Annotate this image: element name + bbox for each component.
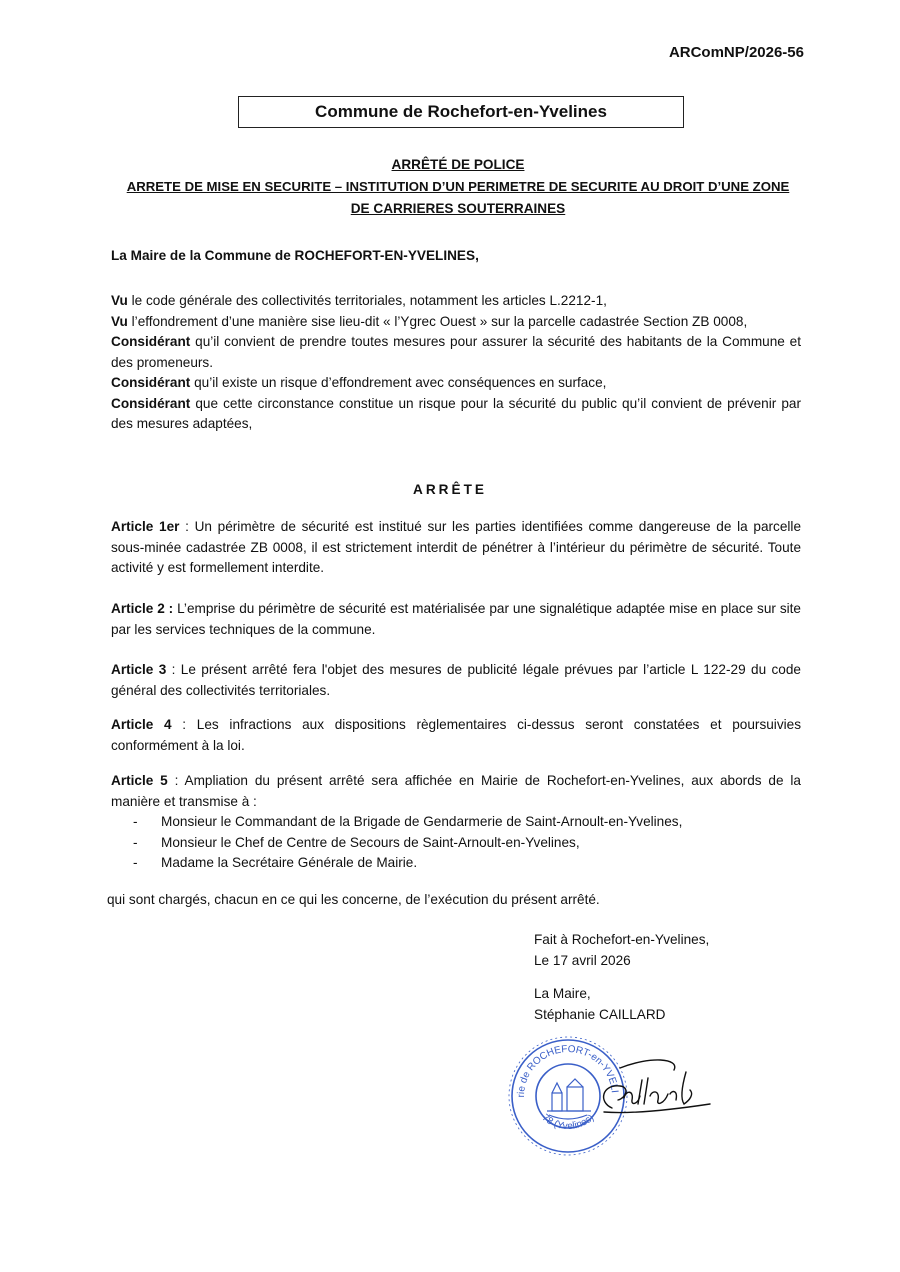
recipient-list <box>111 812 801 874</box>
article-5: Article 5 : Ampliation du présent arrêté sera affichée en Mairie de Rochefort-en-Yvelines, aux abords de la manière et transmise à : - Monsieur le Commandant de la Brigade de Gendarmerie de Saint-Arnoult-en-Yvelines, - Monsieur le Chef de Centre de Secours de Saint-Arnoult-en-Yvelines, - Madame la Secrétaire Générale de Mairie. <box>111 771 801 874</box>
svg-text:78 (Yvelines) <box>540 1112 597 1132</box>
decree-title-1: ARRÊTÉ DE POLICE <box>391 157 525 172</box>
preamble-item: Considérant qu’il convient de prendre toutes mesures pour assurer la sécurité des habitants de la Commune et des promeneurs. <box>111 334 801 370</box>
preamble-item: Considérant que cette circonstance constitue un risque pour la sécurité du public qu’il convient de prévenir par des mesures adaptées, <box>111 395 801 431</box>
decree-title-2: ARRETE DE MISE EN SECURITE – INSTITUTION D’UN PERIMETRE DE SECURITE AU DROIT D’UNE ZONE <box>126 179 790 194</box>
list-item: - Monsieur le Commandant de la Brigade de Gendarmerie de Saint-Arnoult-en-Yvelines, <box>111 812 801 833</box>
commune-title-box <box>238 96 684 128</box>
signatory <box>534 983 665 1025</box>
signature-date: Le 17 avril 2026 <box>534 953 631 968</box>
article-4: Article 4 : Les infractions aux dispositions règlementaires ci-dessus seront constatées et poursuivies conformément à la loi. <box>111 717 801 753</box>
article-3: Article 3 : Le présent arrêté fera l'objet des mesures de publicité légale prévues par l’article L 122-29 du code général des collectivités territoriales. <box>111 662 801 698</box>
mayor-line: La Maire de la Commune de ROCHEFORT-EN-YVELINES, <box>111 248 479 263</box>
reference-number: ARComNP/2026-56 <box>668 44 804 61</box>
article-2: Article 2 : L’emprise du périmètre de sécurité est matérialisée par une signalétique adaptée mise en place sur site par les services techniques de la commune. <box>111 601 801 637</box>
stamp-top-text: rie de ROCHEFORT-en-YVELI <box>515 1043 620 1098</box>
decree-title-3: DE CARRIERES SOUTERRAINES <box>350 201 566 216</box>
signature-place-date <box>534 929 709 971</box>
signature-place: Fait à Rochefort-en-Yvelines, <box>534 932 710 947</box>
handwritten-signature <box>590 1050 730 1130</box>
closing-line: qui sont chargés, chacun en ce qui les concerne, de l’exécution du présent arrêté. <box>107 892 600 907</box>
signatory-role: La Maire, <box>534 986 591 1001</box>
preamble-item: Considérant qu’il existe un risque d’effondrement avec conséquences en surface, <box>111 375 607 390</box>
decree-titles <box>108 154 808 220</box>
preamble-item: Vu le code générale des collectivités territoriales, notamment les articles L.2212-1, <box>111 293 607 308</box>
list-item: - Madame la Secrétaire Générale de Mairie. <box>111 853 801 874</box>
commune-title: Commune de Rochefort-en-Yvelines <box>315 102 607 121</box>
signatory-name: Stéphanie CAILLARD <box>534 1007 666 1022</box>
list-item: - Monsieur le Chef de Centre de Secours de Saint-Arnoult-en-Yvelines, <box>111 833 801 854</box>
preamble <box>111 291 801 435</box>
town-emblem-icon <box>547 1079 591 1119</box>
stamp-bottom-text: 78 (Yvelines) <box>539 1112 597 1133</box>
arrete-heading: ARRÊTE <box>413 482 487 497</box>
preamble-item: Vu l’effondrement d’une manière sise lieu-dit « l’Ygrec Ouest » sur la parcelle cadastrée Section ZB 0008, <box>111 313 748 329</box>
article-1: Article 1er : Un périmètre de sécurité est institué sur les parties identifiées comme dangereuse de la parcelle sous-minée cadastrée ZB 0008, il est strictement interdit de pénétrer à l’intérieur du périmètre de sécurité. Toute activité y est formellement interdite. <box>111 519 801 575</box>
